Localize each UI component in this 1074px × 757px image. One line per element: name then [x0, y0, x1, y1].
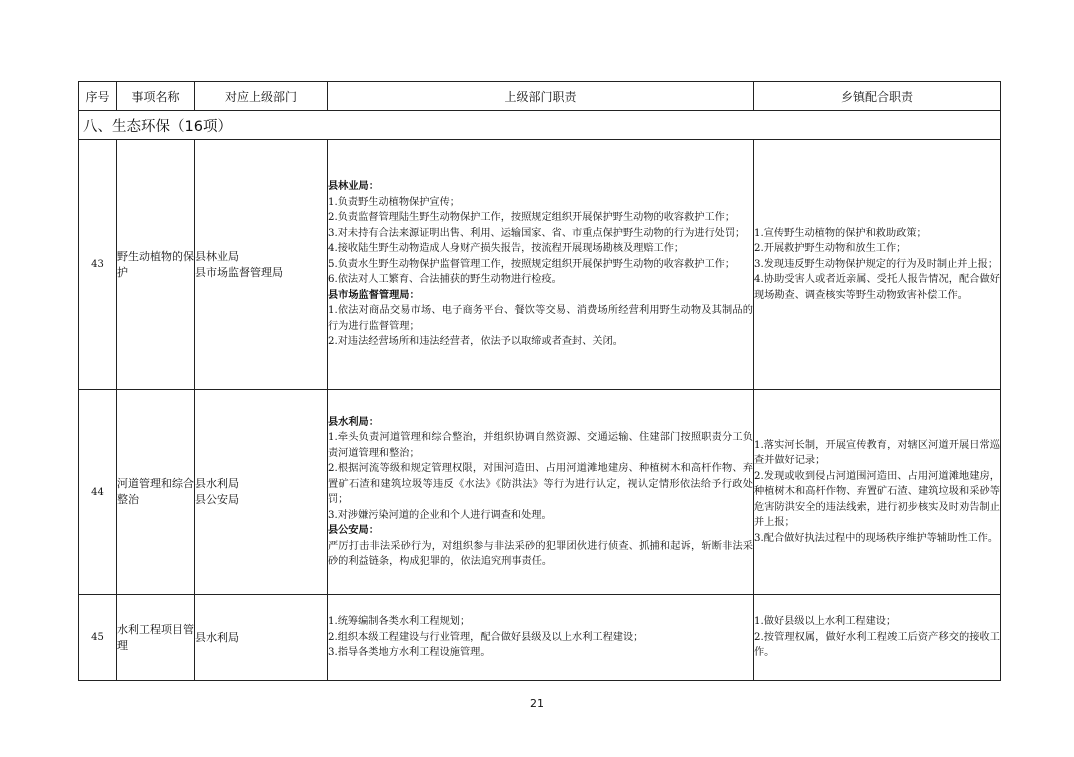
duty-item: 严厉打击非法采砂行为，对组织参与非法采砂的犯罪团伙进行侦查、抓捕和起诉，斩断非法采砂的利益链条，构成犯罪的，依法追究刑事责任。: [328, 540, 753, 567]
dept-name: 县水利局: [195, 630, 239, 644]
town-duty-item: 2.开展救护野生动物和放生工作；: [754, 243, 907, 255]
superior-duties: [328, 140, 754, 390]
town-duty-item: 1.做好县级以上水利工程建设；: [754, 616, 897, 628]
table-row: [79, 390, 1001, 595]
duty-item: 2.负责监督管理陆生野生动物保护工作，按照规定组织开展保护野生动物的收容救护工作；: [328, 212, 736, 224]
header-superior-dept: 对应上级部门: [195, 82, 328, 111]
town-duty-item: 2.发现或收到侵占河道围河造田、占用河道滩地建房，种植树木和高杆作物、弃置矿石渣、建筑垃圾和采砂等危害防洪安全的违法线索，进行初步核实及时劝告制止并上报；: [754, 470, 1000, 529]
superior-duties: [328, 595, 754, 681]
section-title: 八、生态环保（16项）: [79, 111, 1001, 140]
duty-item: 2.组织本级工程建设与行业管理，配合做好县级及以上水利工程建设；: [328, 631, 644, 643]
duty-item: 4.接收陆生野生动物造成人身财产损失报告，按流程开展现场勘核及理赔工作；: [328, 243, 685, 255]
org-heading: 县公安局：: [328, 524, 379, 536]
dept-name: 县林业局: [195, 249, 239, 263]
table-header-row: [79, 82, 1001, 111]
town-duty-item: 3.配合做好执法过程中的现场秩序维护等辅助性工作。: [754, 532, 999, 544]
superior-depts: [195, 140, 328, 390]
page-number: 21: [530, 697, 544, 710]
town-duty-item: 4.协助受害人或者近亲属、受托人报告情况，配合做好现场勘查、调查核实等野生动物致害补偿工作。: [754, 274, 1000, 301]
row-number: 43: [79, 140, 117, 390]
duty-item: 5.负责水生野生动物保护监督管理工作，按照规定组织开展保护野生动物的收容救护工作；: [328, 258, 736, 270]
duty-item: 2.对违法经营场所和违法经营者，依法予以取缔或者查封、关闭。: [328, 336, 623, 348]
duty-item: 1.牵头负责河道管理和综合整治，并组织协调自然资源、交通运输、住建部门按照职责分工负责河道管理和整治；: [328, 432, 753, 459]
town-duty-item: 3.发现违反野生动物保护规定的行为及时制止并上报；: [754, 258, 999, 270]
duty-item: 3.对未持有合法来源证明出售、利用、运输国家、省、市重点保护野生动物的行为进行处罚；: [328, 227, 746, 239]
town-duty-item: 2.按管理权属，做好水利工程竣工后资产移交的接收工作。: [754, 631, 1000, 659]
row-number: 45: [79, 595, 117, 681]
item-name: 野生动植物的保护: [117, 140, 195, 390]
duty-item: 3.对涉嫌污染河道的企业和个人进行调查和处理。: [328, 509, 552, 521]
superior-depts: [195, 595, 328, 681]
header-serial: 序号: [79, 82, 117, 111]
header-superior-duties: 上级部门职责: [328, 82, 754, 111]
duty-item: 2.根据河流等级和规定管理权限，对围河造田、占用河道滩地建房、种植树木和高杆作物、弃置矿石渣和建筑垃圾等违反《水法》《防洪法》等行为进行认定，视认定情形依法给予行政处罚；: [328, 463, 753, 505]
town-duties: [754, 140, 1001, 390]
org-heading: 县市场监督管理局：: [328, 288, 420, 301]
org-heading: 县林业局：: [328, 180, 379, 193]
header-item-name: 事项名称: [117, 82, 195, 111]
section-row: [79, 111, 1001, 140]
header-town-duties: 乡镇配合职责: [754, 82, 1001, 111]
row-number: 44: [79, 390, 117, 595]
dept-name: 县水利局: [195, 477, 239, 490]
duty-item: 1.负责野生动植物保护宣传；: [328, 196, 460, 208]
duty-item: 1.依法对商品交易市场、电子商务平台、餐饮等交易、消费场所经营利用野生动物及其制品的行为进行监督管理；: [328, 305, 753, 332]
item-name: 水利工程项目管理: [117, 595, 195, 681]
duty-item: 1.统筹编制各类水利工程规划；: [328, 616, 471, 628]
superior-depts: [195, 390, 328, 595]
town-duties: [754, 390, 1001, 595]
duty-item: 3.指导各类地方水利工程设施管理。: [328, 647, 491, 659]
org-heading: 县水利局：: [328, 415, 379, 428]
table-row: [79, 140, 1001, 390]
responsibility-table: [78, 81, 1001, 681]
duty-item: 6.依法对人工繁育、合法捕获的野生动物进行检疫。: [328, 274, 562, 286]
dept-name: 县公安局: [195, 493, 239, 506]
dept-name: 县市场监督管理局: [195, 265, 283, 279]
superior-duties: [328, 390, 754, 595]
item-name: 河道管理和综合整治: [117, 390, 195, 595]
town-duty-item: 1.落实河长制，开展宣传教育，对辖区河道开展日常巡查并做好记录；: [754, 439, 1000, 467]
town-duty-item: 1.宣传野生动植物的保护和救助政策；: [754, 227, 927, 239]
town-duties: [754, 595, 1001, 681]
table-row: [79, 595, 1001, 681]
